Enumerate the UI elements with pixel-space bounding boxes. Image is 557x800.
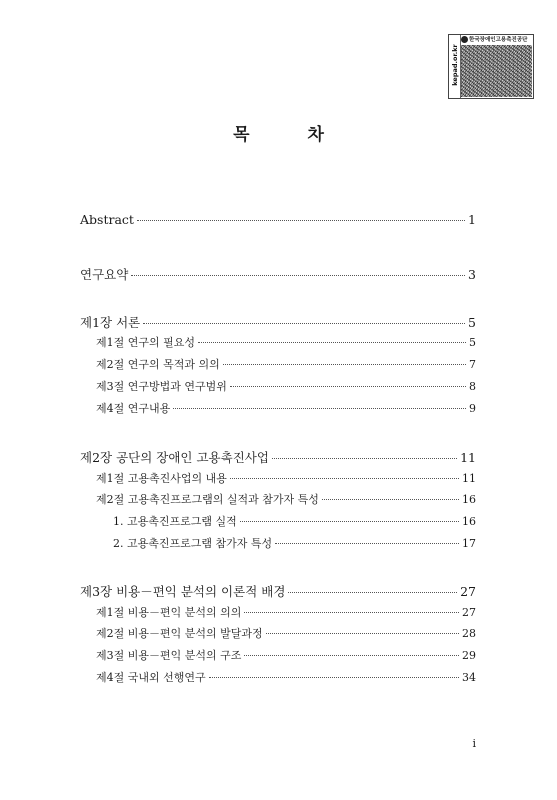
toc-entry-page: 27: [462, 606, 476, 619]
toc-dot-leader: [244, 612, 459, 613]
toc-entry-title: 제2절 연구의 목적과 의의: [96, 358, 220, 371]
toc-entry-title: 연구요약: [80, 267, 129, 282]
toc-entry-page: 8: [469, 380, 476, 393]
toc-dot-leader: [288, 592, 457, 593]
page-number: i: [472, 737, 476, 750]
toc-dot-leader: [198, 342, 466, 343]
toc-entry-page: 11: [462, 472, 476, 485]
toc-entry-page: 28: [462, 627, 476, 640]
toc-entry[interactable]: [96, 647, 476, 663]
toc-entry[interactable]: [96, 470, 476, 486]
toc-entry-title: 제4절 연구내용: [96, 402, 171, 415]
toc-entry-title: 제1절 고용촉진사업의 내용: [96, 472, 227, 485]
toc-entry-page: 16: [462, 493, 476, 506]
toc-entry[interactable]: [80, 582, 476, 600]
toc-dot-leader: [266, 633, 459, 634]
toc-entry[interactable]: [96, 356, 476, 372]
toc-dot-leader: [244, 655, 459, 656]
toc-entry-page: 7: [469, 358, 476, 371]
toc-entry-title: 제3장 비용－편익 분석의 이론적 배경: [80, 584, 286, 599]
toc-dot-leader: [240, 521, 459, 522]
toc-entry-page: 5: [468, 315, 476, 330]
toc-entry-title: Abstract: [80, 212, 134, 227]
toc-entry-title: 1. 고용촉진프로그램 실적: [113, 515, 237, 528]
toc-entry[interactable]: [96, 491, 476, 507]
toc-entry[interactable]: [96, 625, 476, 641]
toc-dot-leader: [322, 499, 459, 500]
publisher-logo-icon: [461, 36, 468, 43]
stamp-org-text: 한국장애인고용촉진공단: [469, 37, 528, 43]
toc-entry[interactable]: [96, 334, 476, 350]
toc-entry-page: 5: [469, 336, 476, 349]
toc-entry[interactable]: [96, 669, 476, 685]
toc-dot-leader: [209, 677, 459, 678]
toc-entry[interactable]: [113, 513, 476, 529]
toc-entry-page: 27: [460, 584, 476, 599]
toc-entry-page: 1: [468, 212, 476, 227]
toc-entry-page: 34: [462, 671, 476, 684]
publisher-stamp: [448, 34, 534, 99]
toc-entry[interactable]: [96, 400, 476, 416]
page-title: 목 차: [233, 125, 350, 145]
toc-entry-title: 제2절 비용－편익 분석의 발달과정: [96, 627, 263, 640]
toc-entry-page: 16: [462, 515, 476, 528]
toc-entry-title: 제1장 서론: [80, 315, 141, 330]
toc-entry-title: 제1절 비용－편익 분석의 의의: [96, 606, 242, 619]
toc-entry-page: 29: [462, 649, 476, 662]
stamp-header: [461, 36, 532, 45]
toc-entry-title: 2. 고용촉진프로그램 참가자 특성: [113, 537, 273, 550]
toc-entry[interactable]: [113, 535, 476, 551]
toc-entry-title: 제1절 연구의 필요성: [96, 336, 195, 349]
stamp-side-band: [449, 35, 461, 98]
toc-entry-title: 제3절 연구방법과 연구범위: [96, 380, 227, 393]
toc-entry[interactable]: [96, 604, 476, 620]
toc-entry-title: 제4절 국내외 선행연구: [96, 671, 206, 684]
toc-dot-leader: [223, 364, 466, 365]
stamp-pattern: [461, 45, 532, 97]
toc-entry-page: 17: [462, 537, 476, 550]
toc-entry-title: 제2절 고용촉진프로그램의 실적과 참가자 특성: [96, 493, 319, 506]
toc-entry-page: 3: [468, 267, 476, 282]
toc-entry-page: 11: [460, 450, 476, 465]
toc-dot-leader: [275, 543, 459, 544]
toc-dot-leader: [173, 408, 466, 409]
toc-dot-leader: [272, 458, 457, 459]
toc-dot-leader: [137, 220, 465, 221]
toc-dot-leader: [143, 323, 465, 324]
toc-entry-title: 제3절 비용－편익 분석의 구조: [96, 649, 242, 662]
toc-dot-leader: [131, 275, 465, 276]
stamp-site-text: kepad.or.kr: [451, 44, 459, 86]
toc-entry-page: 9: [469, 402, 476, 415]
toc-dot-leader: [230, 386, 466, 387]
toc-entry-title: 제2장 공단의 장애인 고용촉진사업: [80, 450, 269, 465]
toc-entry[interactable]: [80, 265, 476, 283]
toc-entry[interactable]: [80, 313, 476, 331]
toc-dot-leader: [230, 478, 459, 479]
toc-entry[interactable]: [96, 378, 476, 394]
toc-entry[interactable]: [80, 448, 476, 466]
toc-entry[interactable]: [80, 212, 476, 227]
